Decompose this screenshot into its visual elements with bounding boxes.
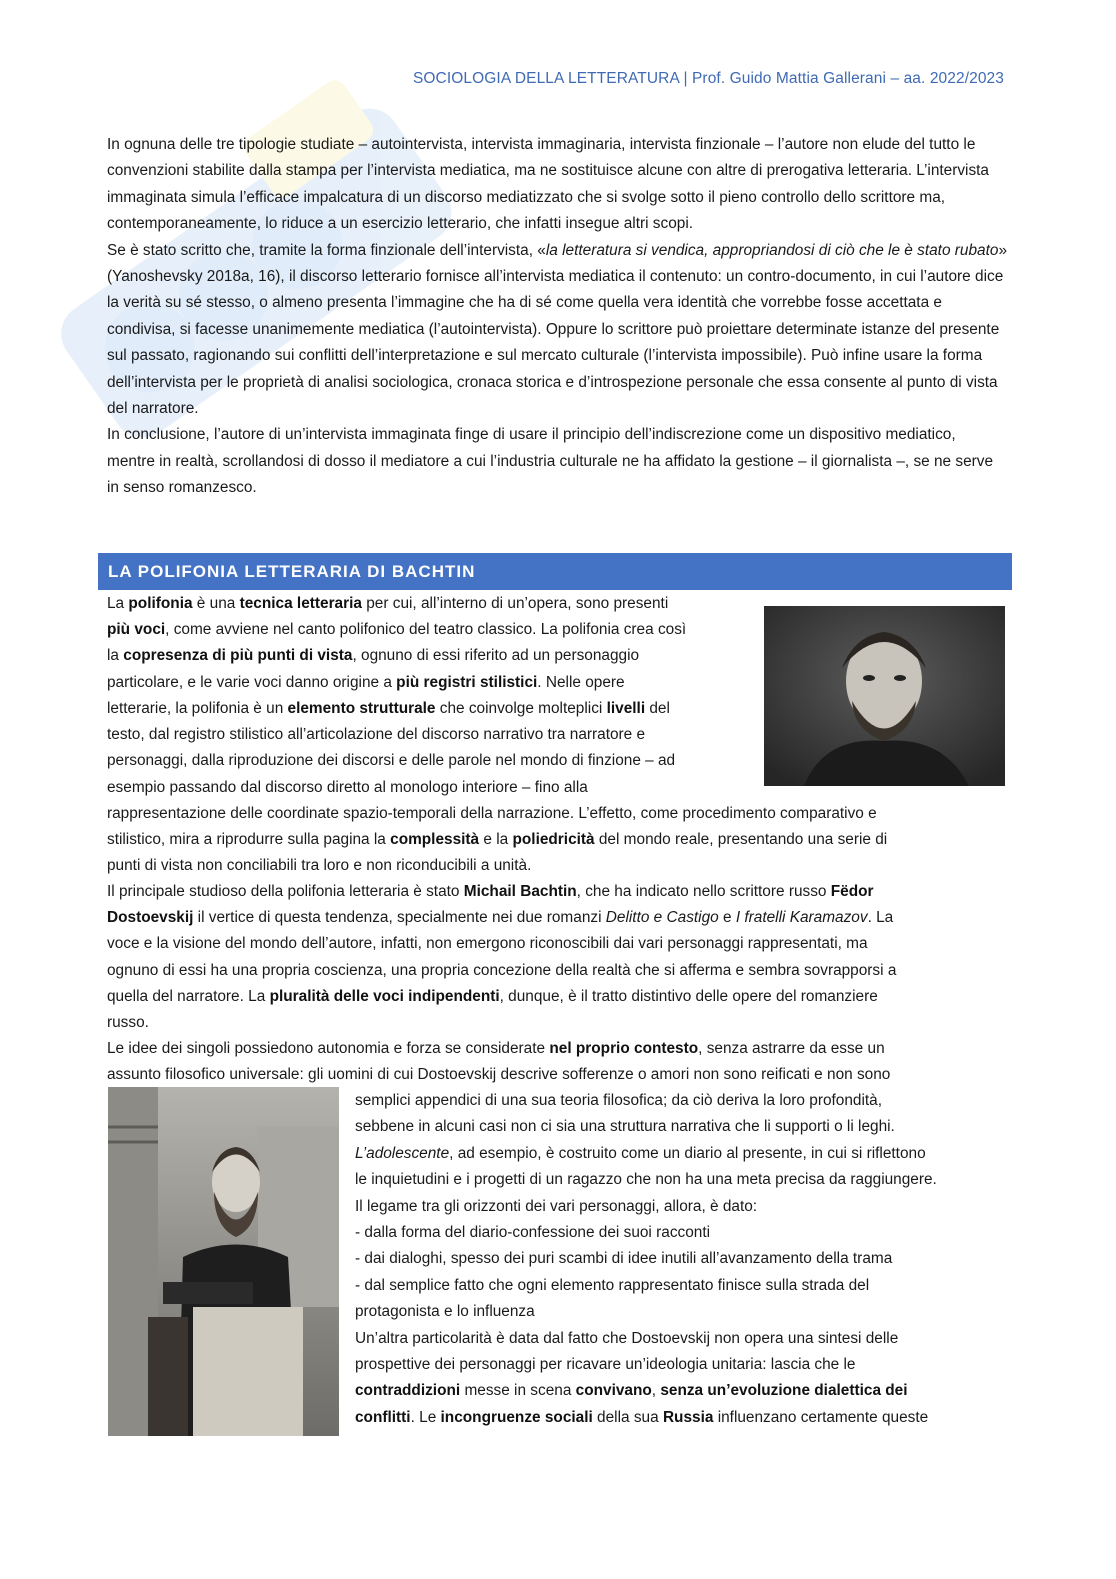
right-line-3: L’adolescente, ad esempio, è costruito come un diario al presente, in cui si riflettono bbox=[355, 1144, 926, 1162]
polifonia-line-5: letterarie, la polifonia è un elemento strutturale che coinvolge molteplici livelli del bbox=[107, 700, 670, 717]
bachtin-line-1: Il principale studioso della polifonia letteraria è stato Michail Bachtin, che ha indicato nello scrittore russo Fëdor bbox=[107, 883, 874, 900]
bullet-item-2: - dai dialoghi, spesso dei puri scambi di idee inutili all’avanzamento della trama bbox=[355, 1250, 893, 1268]
polifonia-line-11: punti di vista non conciliabili tra loro e non riconducibili a unità. bbox=[107, 857, 532, 874]
bachtin-line-7: Le idee dei singoli possiedono autonomia e forza se considerate nel proprio contesto, senza astrarre da esse un bbox=[107, 1040, 885, 1057]
right-line-8: contraddizioni messe in scena convivano, senza un’evoluzione dialettica dei bbox=[355, 1382, 908, 1400]
bachtin-portrait-photo bbox=[764, 606, 1005, 786]
bachtin-line-3: voce e la visione del mondo dell’autore, infatti, non emergono riconoscibili dai vari personaggi rappresentati, ma bbox=[107, 935, 868, 952]
bachtin-line-5: quella del narratore. La pluralità delle voci indipendenti, dunque, è il tratto distintivo delle opere del romanziere bbox=[107, 988, 878, 1005]
intro-paragraph-2: Se è stato scritto che, tramite la forma finzionale dell’intervista, «la letteratura si vendica, appropriandosi di ciò che le è stato rubato» (Yanoshevsky 2018a, 16), il discorso letterario fornisce all’intervista mediatica il contenuto: un contro-documento, in cui l’autore dice la verità su sé stesso, o almeno presenta l’immagine che ha di sé come quella vera identità che vorrebbe fosse accettata e condivisa, si facesse unanimemente mediatica (l’autointervista). Oppure lo scrittore può proiettare determinate istanze del presente sul passato, ragionando sui conflitti dell’interpretazione e sul mercato culturale (l’intervista impossibile). Può infine usare la forma dell’intervista per le proprietà di analisi sociologica, cronaca storica e d’introspezione personale che essa consente al punto di vista del narratore. bbox=[107, 241, 1007, 418]
bachtin-line-4: ognuno di essi ha una propria coscienza, una propria concezione della realtà che si afferma e sembra sovrapporsi a bbox=[107, 962, 897, 979]
polifonia-line-8: esempio passando dal discorso diretto al monologo interiore – fino alla bbox=[107, 779, 588, 796]
polifonia-line-3: la copresenza di più punti di vista, ognuno di essi riferito ad un personaggio bbox=[107, 647, 640, 664]
bullet-item-3: - dal semplice fatto che ogni elemento rappresentato finisce sulla strada del bbox=[355, 1276, 870, 1294]
page-header: SOCIOLOGIA DELLA LETTERATURA | Prof. Guido Mattia Gallerani – aa. 2022/2023 bbox=[412, 70, 1004, 87]
bachtin-line-6: russo. bbox=[107, 1014, 149, 1031]
right-line-5: Il legame tra gli orizzonti dei vari personaggi, allora, è dato: bbox=[355, 1197, 758, 1215]
right-line-9: conflitti. Le incongruenze sociali della sua Russia influenzano certamente queste bbox=[355, 1408, 929, 1426]
right-line-1: semplici appendici di una sua teoria filosofica; da ciò deriva la loro profondità, bbox=[355, 1092, 883, 1109]
polifonia-line-10: stilistico, mira a riprodurre sulla pagina la complessità e la poliedricità del mondo reale, presentando una serie di bbox=[107, 831, 888, 848]
right-column-text bbox=[355, 1088, 1005, 1431]
bullet-item-1: - dalla forma del diario-confessione dei suoi racconti bbox=[355, 1224, 711, 1242]
bullet-item-3-cont: protagonista e lo influenza bbox=[355, 1303, 535, 1321]
right-line-2: sebbene in alcuni casi non ci sia una struttura narrativa che li supporti o li leghi. bbox=[355, 1118, 895, 1136]
bachtin-line-2: Dostoevskij il vertice di questa tendenza, specialmente nei due romanzi Delitto e Castigo e I fratelli Karamazov. La bbox=[107, 909, 894, 926]
right-line-6: Un’altra particolarità è data dal fatto che Dostoevskij non opera una sintesi delle bbox=[355, 1329, 899, 1347]
polifonia-line-2: più voci, come avviene nel canto polifonico del teatro classico. La polifonia crea così bbox=[107, 621, 687, 638]
polifonia-line-1: La polifonia è una tecnica letteraria per cui, all’interno di un’opera, sono presenti bbox=[107, 595, 669, 612]
polifonia-line-4: particolare, e le varie voci danno origine a più registri stilistici. Nelle opere bbox=[107, 674, 625, 691]
intro-paragraph-1: In ognuna delle tre tipologie studiate – autointervista, intervista immaginaria, intervista finzionale – l’autore non elude del tutto le convenzioni stabilite dalla stampa per l’intervista mediatica, ma ne sostituisce alcune con altre di prerogativa letteraria. L’intervista immaginata simula l’efficace impalcatura di un discorso mediatizzato che si svolge sotto il pieno controllo dello scrittore ma, contemporaneamente, lo riduce a un esercizio letterario, che infatti insegue altri scopi. bbox=[107, 136, 989, 233]
section-heading: LA POLIFONIA LETTERARIA DI BACHTIN bbox=[98, 553, 1012, 590]
intro-paragraph-3: In conclusione, l’autore di un’intervista immaginata finge di usare il principio dell’indiscrezione come un dispositivo mediatico, mentre in realtà, scrollandosi di dosso il mediatore a cui l’industria culturale ne ha affidato la gestione – il giornalista –, se ne serve in senso romanzesco. bbox=[107, 426, 994, 497]
polifonia-line-9: rappresentazione delle coordinate spazio-temporali della narrazione. L’effetto, come procedimento comparativo e bbox=[107, 805, 877, 822]
right-line-7: prospettive dei personaggi per ricavare un’ideologia unitaria: lascia che le bbox=[355, 1356, 856, 1374]
polifonia-line-6: testo, dal registro stilistico all’articolazione del discorso narrativo tra narratore e bbox=[107, 726, 646, 743]
dostoevskij-portrait-photo bbox=[108, 1087, 339, 1436]
right-line-4: le inquietudini e i progetti di un ragazzo che non ha una meta precisa da raggiungere. bbox=[355, 1171, 937, 1189]
intro-text bbox=[107, 132, 1007, 502]
bachtin-line-8: assunto filosofico universale: gli uomini di cui Dostoevskij descrive sofferenze o amori non sono reificati e non sono bbox=[107, 1066, 891, 1083]
polifonia-line-7: personaggi, dalla riproduzione dei discorsi e delle parole nel mondo di finzione – ad bbox=[107, 752, 676, 769]
